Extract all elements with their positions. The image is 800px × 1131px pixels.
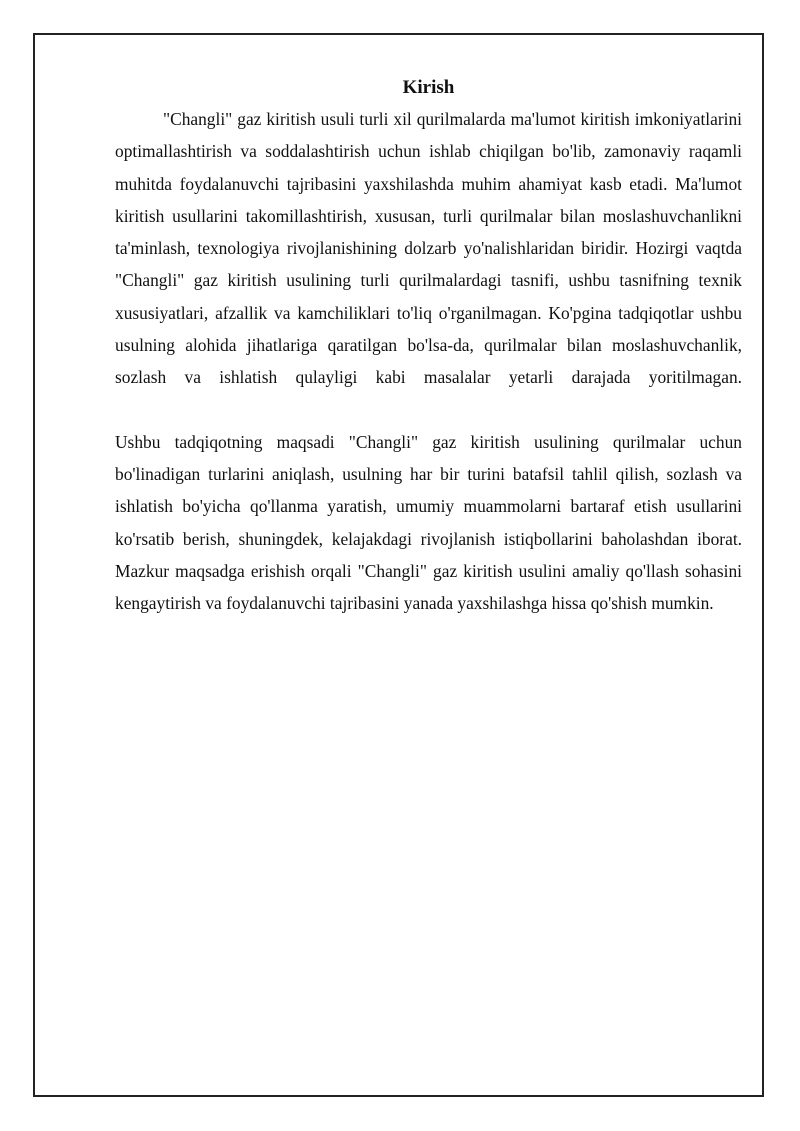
paragraph-purpose: Ushbu tadqiqotning maqsadi "Changli" gaz kiritish usulining qurilmalar uchun bo'linadigan turlarini aniqlash, usulning har bir turini batafsil tahlil qilish, sozlash va ishlatish bo'yicha qo'llanma yaratish, umumiy muammolarni bartaraf etish usullarini ko'rsatib berish, shuningdek, kelajakdagi rivojlanish istiqbollarini baholashdan iborat. Mazkur maqsadga erishish orqali "Changli" gaz kiritish usulini amaliy qo'llash sohasini kengaytirish va foydalanuvchi tajribasini yanada yaxshilashga hissa qo'shish mumkin.: [115, 431, 742, 614]
section-heading: Kirish: [402, 77, 455, 98]
document-body: [115, 75, 742, 619]
paragraph-introduction: "Changli" gaz kiritish usuli turli xil qurilmalarda ma'lumot kiritish imkoniyatlarini optimallashtirish va soddalashtirish uchun ishlab chiqilgan bo'lib, zamonaviy raqamli muhitda foydalanuvchi tajribasini yaxshilashda muhim ahamiyat kasb etadi. Ma'lumot kiritish usullarini takomillashtirish, xususan, turli qurilmalar bilan moslashuvchanlikni ta'minlash, texnologiya rivojlanishining dolzarb yo'nalishlaridan biridir. Hozirgi vaqtda "Changli" gaz kiritish usulining turli qurilmalardagi tasnifi, ushbu tasnifning texnik xususiyatlari, afzallik va kamchiliklari to'liq o'rganilmagan. Ko'pgina tadqiqotlar ushbu usulning alohida jihatlariga qaratilgan bo'lsa-da, qurilmalar bilan moslashuvchanlik, sozlash va ishlatish qulayligi kabi masalalar yetarli darajada yoritilmagan.: [115, 109, 742, 388]
paragraph-spacer: [115, 394, 742, 426]
